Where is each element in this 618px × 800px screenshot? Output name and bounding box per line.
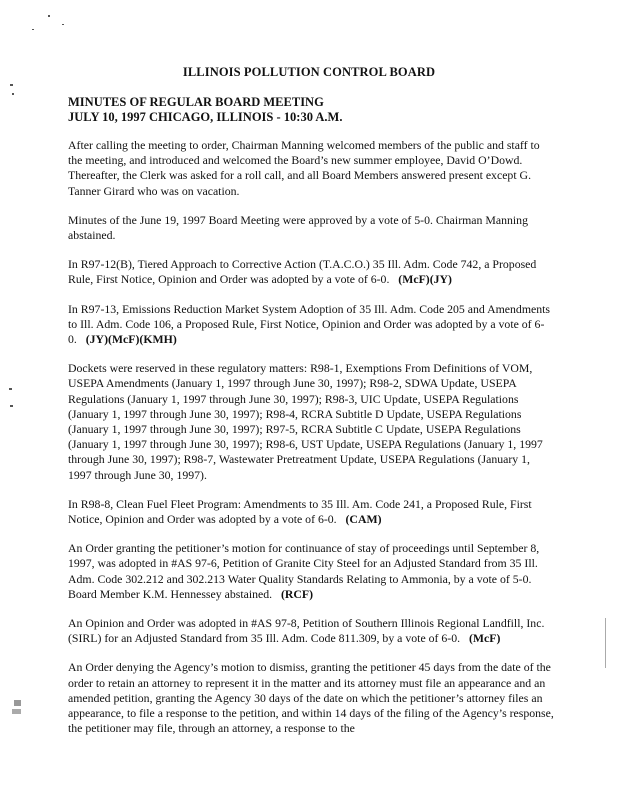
initials-tag: (McF) <box>468 631 501 646</box>
scan-speck <box>32 29 34 30</box>
meeting-date-location: JULY 10, 1997 CHICAGO, ILLINOIS - 10:30 A.M. <box>68 110 343 124</box>
initials-tag: (JY)(McF)(KMH) <box>85 332 177 347</box>
paragraph-minutes-approval: Minutes of the June 19, 1997 Board Meeting were approved by a vote of 5-0. Chairman Manning abstained. <box>68 212 528 243</box>
minutes-title: MINUTES OF REGULAR BOARD MEETING <box>68 95 324 109</box>
scan-speck <box>62 24 64 25</box>
scan-speck <box>12 709 21 714</box>
initials-tag: (CAM) <box>345 512 382 527</box>
minutes-body <box>68 138 556 751</box>
paragraph-as-97-6: An Order granting the petitioner’s motion for continuance of stay of proceedings until September 8, 1997, was adopted in #AS 97-6, Petition of Granite City Steel for an Adjusted Standard from 35 Ill. Adm. Code 302.212 and 302.213 Water Quality Standards Relating to Ammonia, by a vote of 5-0. Board Member K.M. Hennessey abstained. (RCF) <box>68 541 540 601</box>
scan-speck <box>10 405 13 407</box>
minutes-heading <box>68 95 342 125</box>
paragraph-as-97-8: An Opinion and Order was adopted in #AS 97-8, Petition of Southern Illinois Regional Landfill, Inc. (SIRL) for an Adjusted Standard from 35 Ill. Adm. Code 811.309, by a vote of 6-0. (McF) <box>68 616 545 646</box>
scan-speck <box>9 388 12 390</box>
scan-speck <box>605 618 606 668</box>
paragraph-r97-13: In R97-13, Emissions Reduction Market System Adoption of 35 Ill. Adm. Code 205 and Amendments to Ill. Adm. Code 106, a Proposed Rule, First Notice, Opinion and Order was adopted by a vote of 6-0. (JY)(McF)(KMH) <box>68 301 551 347</box>
scan-speck <box>48 15 50 17</box>
board-title: ILLINOIS POLLUTION CONTROL BOARD <box>182 65 436 79</box>
paragraph-r98-8: In R98-8, Clean Fuel Fleet Program: Amendments to 35 Ill. Am. Code 241, a Proposed Rule, First Notice, Opinion and Order was adopted by a vote of 6-0. (CAM) <box>68 496 532 527</box>
paragraph-opening: After calling the meeting to order, Chairman Manning welcomed members of the public and staff to the meeting, and introduced and welcomed the Board’s new summer employee, David O’Dowd. Thereafter, the Clerk was asked for a roll call, and all Board Members answered present except G. Tanner Girard who was on vacation. <box>68 138 540 198</box>
paragraph-agency-motion: An Order denying the Agency’s motion to dismiss, granting the petitioner 45 days from the date of the order to retain an attorney to represent it in the matter and its attorney must file an appearance and an amended petition, granting the Agency 30 days of the date on which the petitioner’s attorney files an appearance, to file a response to the petition, and within 14 days of the filing of the Agency’s response, the petitioner may file, through an attorney, a response to the <box>68 660 554 736</box>
initials-tag: (McF)(JY) <box>398 272 452 287</box>
initials-tag: (RCF) <box>280 586 314 601</box>
scan-speck <box>10 84 13 86</box>
scan-speck <box>12 93 14 95</box>
paragraph-dockets-reserved: Dockets were reserved in these regulatory matters: R98-1, Exemptions From Definitions of VOM, USEPA Amendments (January 1, 1997 through June 30, 1997); R98-2, SDWA Update, USEPA Regulations (January 1, 1997 through June 30, 1997); R98-3, UIC Update, USEPA Regulations (January 1, 1997 through June 30, 1997); R98-4, RCRA Subtitle D Update, USEPA Regulations (January 1, 1997 through June 30, 1997); R97-5, RCRA Subtitle C Update, USEPA Regulations (January 1, 1997 through June 30, 1997); R98-6, UST Update, USEPA Regulations (January 1, 1997 through June 30, 1997); R98-7, Wastewater Pretreatment Update, USEPA Regulations (January 1, 1997 through June 30, 1997). <box>68 361 543 482</box>
scan-speck <box>14 700 21 706</box>
paragraph-r97-12b: In R97-12(B), Tiered Approach to Corrective Action (T.A.C.O.) 35 Ill. Adm. Code 742, a Proposed Rule, First Notice, Opinion and Order was adopted by a vote of 6-0. (McF)(JY) <box>68 257 537 287</box>
